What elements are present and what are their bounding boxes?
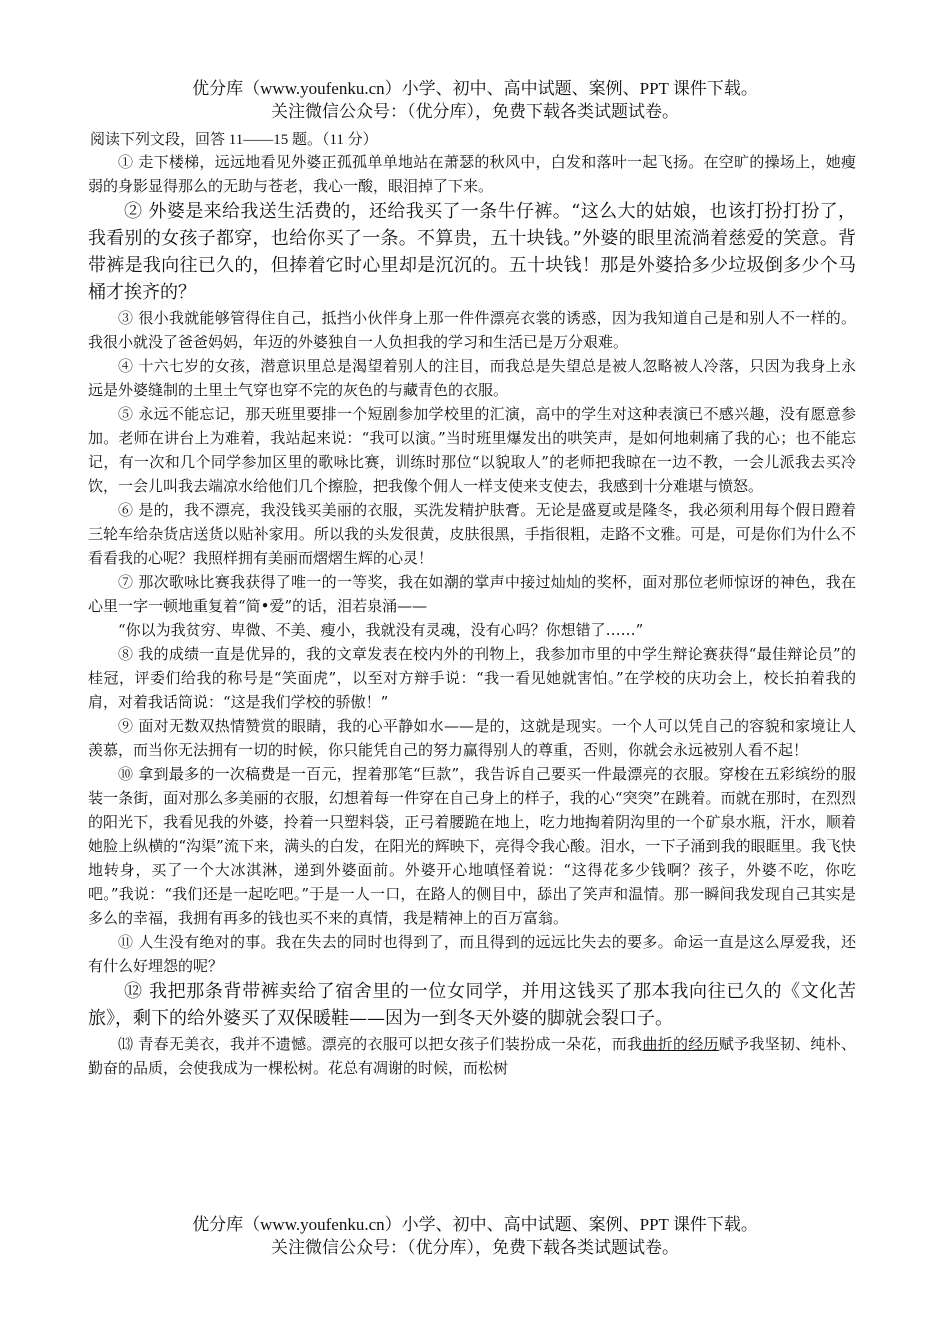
paragraph-13 — [88, 1032, 856, 1080]
footer-line-1: 优分库（www.youfenku.cn）小学、初中、高中试题、案例、PPT 课件下载。 — [192, 1215, 758, 1234]
paragraph-10: ⑩ 拿到最多的一次稿费是一百元，捏着那笔“巨款”，我告诉自己要买一件最漂亮的衣服。穿梭在五彩缤纷的服装一条街，面对那么多美丽的衣服，幻想着每一件穿在自己身上的样子，我的心“突突”在跳着。而就在那时，在烈烈的阳光下，我看见我的外婆，拎着一只塑料袋，正弓着腰跪在地上，吃力地掏着阴沟里的一个矿泉水瓶，汗水，顺着她脸上纵横的“沟渠”流下来，满头的白发，在阳光的辉映下，亮得令我心酸。泪水，一下子涌到我的眼眶里。我飞快地转身，买了一个大冰淇淋，递到外婆面前。外婆开心地嗔怪着说：“这得花多少钱啊？孩子，外婆不吃，你吃吧。”我说：“我们还是一起吃吧。”于是一人一口，在路人的侧目中，舔出了笑声和温情。那一瞬间我发现自己其实是多么的幸福，我拥有再多的钱也买不来的真情，我是精神上的百万富翁。 — [88, 765, 856, 927]
paragraph-4: ④ 十六七岁的女孩，潜意识里总是渴望着别人的注目，而我总是失望总是被人忽略被人冷落，只因为我身上永远是外婆缝制的土里土气穿也穿不完的灰色的与藏青色的衣服。 — [88, 357, 856, 399]
header-line-1: 优分库（www.youfenku.cn）小学、初中、高中试题、案例、PPT 课件下载。 — [192, 79, 758, 98]
paragraph-9: ⑨ 面对无数双热情赞赏的眼睛，我的心平静如水——是的，这就是现实。一个人可以凭自己的容貌和家境让人羡慕，而当你无法拥有一切的时候，你只能凭自己的努力赢得别人的尊重，否则，你就会永远被别人看不起！ — [88, 717, 856, 759]
header-line-2: 关注微信公众号：（优分库），免费下载各类试题试卷。 — [271, 102, 679, 121]
paragraph-5: ⑤ 永远不能忘记，那天班里要排一个短剧参加学校里的汇演，高中的学生对这种表演已不感兴趣，没有愿意参加。老师在讲台上为难着，我站起来说：“我可以演。”当时班里爆发出的哄笑声，是如何地刺痛了我的心；也不能忘记，有一次和几个同学参加区里的歌咏比赛，训练时那位“以貌取人”的老师把我晾在一边不教，一会儿派我去买冷饮，一会儿叫我去端凉水给他们几个擦脸，把我像个佣人一样支使来支使去，我感到十分难堪与愤怒。 — [88, 405, 856, 495]
paragraph-11: ⑪ 人生没有绝对的事。我在失去的同时也得到了，而且得到的远远比失去的要多。命运一直是这么厚爱我，还有什么好埋怨的呢？ — [88, 933, 856, 975]
paragraph-13-before: ⒀ 青春无美衣，我并不遗憾。漂亮的衣服可以把女孩子们装扮成一朵花，而我 — [118, 1035, 643, 1053]
paragraph-2: ② 外婆是来给我送生活费的，还给我买了一条牛仔裤。“这么大的姑娘，也该打扮打扮了，我看别的女孩子都穿，也给你买了一条。不算贵，五十块钱。”外婆的眼里流淌着慈爱的笑意。背带裤是我向往已久的，但捧着它时心里却是沉沉的。五十块钱！那是外婆拾多少垃圾倒多少个马桶才挨齐的？ — [88, 201, 856, 303]
paragraph-13-after: 赋予我坚韧、纯朴、勤奋的品质，会使我成为一棵松树。花总有凋谢的时候，而松树 — [88, 1035, 856, 1077]
paragraph-8: ⑧ 我的成绩一直是优异的，我的文章发表在校内外的刊物上，我参加市里的中学生辩论赛获得“最佳辩论员”的桂冠，评委们给我的称号是“笑面虎”，以至对方辩手说：“我一看见她就害怕。”在学校的庆功会上，校长拍着我的肩，对着我话筒说：“这是我们学校的骄傲！” — [88, 645, 856, 711]
paragraph-12: ⑫ 我把那条背带裤卖给了宿舍里的一位女同学，并用这钱买了那本我向往已久的《文化苦旅》，剩下的给外婆买了双保暖鞋——因为一到冬天外婆的脚就会裂口子。 — [88, 981, 856, 1029]
paragraph-7: ⑦ 那次歌咏比赛我获得了唯一的一等奖，我在如潮的掌声中接过灿灿的奖杯，面对那位老师惊讶的神色，我在心里一字一顿地重复着“简•爱”的话，泪若泉涌—— — [88, 573, 856, 615]
jane-eyre-quote: “你以为我贫穷、卑微、不美、瘦小，我就没有灵魂，没有心吗？你想错了……” — [118, 621, 644, 639]
footer-line-2: 关注微信公众号：（优分库），免费下载各类试题试卷。 — [271, 1238, 679, 1257]
paragraph-3: ③ 很小我就能够管得住自己，抵挡小伙伴身上那一件件漂亮衣裳的诱惑，因为我知道自己是和别人不一样的。我很小就没了爸爸妈妈，年迈的外婆独自一人负担我的学习和生活已是万分艰难。 — [88, 309, 856, 351]
paragraph-6: ⑥ 是的，我不漂亮，我没钱买美丽的衣服，买洗发精护肤膏。无论是盛夏或是隆冬，我必须利用每个假日蹬着三轮车给杂货店送货以贴补家用。所以我的头发很黄，皮肤很黑，手指很粗，走路不文雅。可是，可是你们为什么不看看我的心呢？我照样拥有美丽而熠熠生辉的心灵！ — [88, 501, 856, 567]
question-title: 阅读下列文段，回答 11——15 题。（11 分） — [90, 132, 378, 148]
paragraph-1: ① 走下楼梯，远远地看见外婆正孤孤单单地站在萧瑟的秋风中，白发和落叶一起飞扬。在空旷的操场上，她瘦弱的身影显得那么的无助与苍老，我心一酸，眼泪掉了下来。 — [88, 153, 856, 195]
underlined-phrase: 曲折的经历 — [642, 1035, 719, 1053]
passage — [88, 150, 856, 1080]
